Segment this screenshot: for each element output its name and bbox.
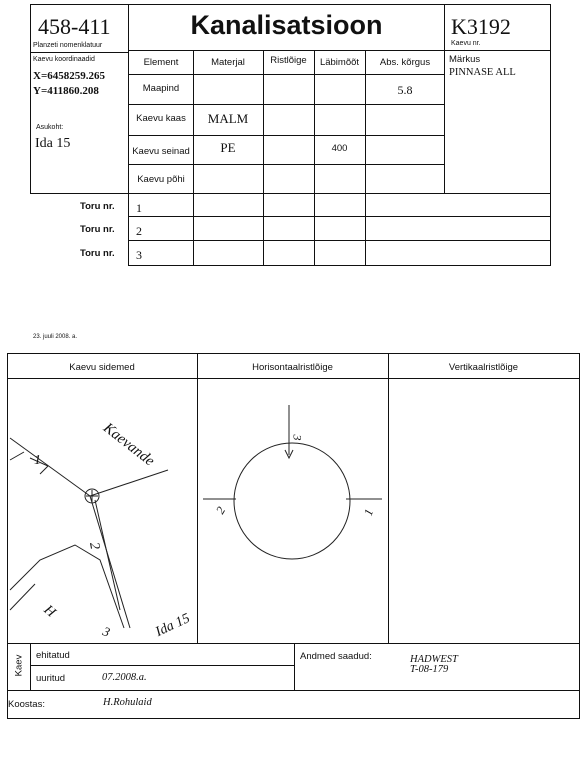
compiled-value: H.Rohulaid xyxy=(103,697,152,708)
data-source-value: HADWEST xyxy=(410,654,458,665)
col-header-diameter: Läbimõõt xyxy=(319,57,360,68)
sketch-note-kaevande: Kaevande xyxy=(100,420,158,470)
y-value: 411860.208 xyxy=(47,85,99,97)
pipe-label: Toru nr. xyxy=(80,224,115,235)
row-diameter: 400 xyxy=(331,143,348,154)
page-title: Kanalisatsioon xyxy=(190,10,383,40)
sketch-note-h: H xyxy=(40,602,59,621)
surveyed-label: uuritud xyxy=(36,673,66,684)
sketch-note-2: 2 xyxy=(85,541,102,551)
x-value: 6458259.265 xyxy=(47,70,105,82)
built-label: ehitatud xyxy=(36,650,70,661)
location-caption: Asukoht: xyxy=(36,124,64,131)
section-label-1: 1 xyxy=(360,507,377,518)
sheet-caption: Planzeti nomenklatuur xyxy=(33,42,103,49)
coord-caption: Kaevu koordinaadid xyxy=(33,56,95,63)
well-caption: Kaevu nr. xyxy=(451,40,481,47)
sketch-note-1: 1 xyxy=(34,453,41,468)
col-header-material: Materjal xyxy=(211,57,245,68)
x-label: X= xyxy=(33,70,48,82)
section-label-2: 2 xyxy=(213,504,229,517)
sketch-note-ida: Ida 15 xyxy=(153,611,193,640)
sheet-number: 458-411 xyxy=(38,14,111,39)
col-header-element: Element xyxy=(143,57,179,68)
col-header-cross: Ristlõige xyxy=(270,55,307,66)
pipe-label: Toru nr. xyxy=(80,248,115,259)
remark-value: PINNASE ALL xyxy=(449,67,516,78)
well-side-label: Kaev xyxy=(13,654,25,677)
sketch-header-horizontal: Horisontaalristlõige xyxy=(252,362,333,373)
col-header-remark: Märkus xyxy=(449,54,481,65)
sketch-header-vertical: Vertikaalristlõige xyxy=(448,362,519,373)
data-source-label: Andmed saadud: xyxy=(300,651,372,662)
row-element: Kaevu kaas xyxy=(136,113,186,124)
row-material: PE xyxy=(220,140,236,155)
pipe-number: 3 xyxy=(136,248,142,262)
row-element: Kaevu seinad xyxy=(132,146,190,157)
pipe-label: Toru nr. xyxy=(80,201,115,212)
row-abs: 5.8 xyxy=(397,83,413,97)
row-material: MALM xyxy=(207,111,249,126)
date-note: 23. juuli 2008. a. xyxy=(33,334,78,340)
pipe-number: 2 xyxy=(136,224,142,238)
section-label-3: 3 xyxy=(290,434,305,441)
data-source-code: T-08-179 xyxy=(410,664,449,675)
sketch-header-links: Kaevu sidemed xyxy=(69,362,135,373)
location-value: Ida 15 xyxy=(35,136,71,151)
row-element: Maapind xyxy=(142,83,180,94)
sketch-note-3: 3 xyxy=(100,623,113,640)
well-id: K3192 xyxy=(451,14,511,39)
compiled-label: Koostas: xyxy=(8,699,45,710)
surveyed-value: 07.2008.a. xyxy=(102,672,147,683)
row-element: Kaevu põhi xyxy=(137,174,185,185)
col-header-abs: Abs. kõrgus xyxy=(379,57,431,68)
pipe-number: 1 xyxy=(136,201,142,215)
y-label: Y= xyxy=(33,85,48,97)
